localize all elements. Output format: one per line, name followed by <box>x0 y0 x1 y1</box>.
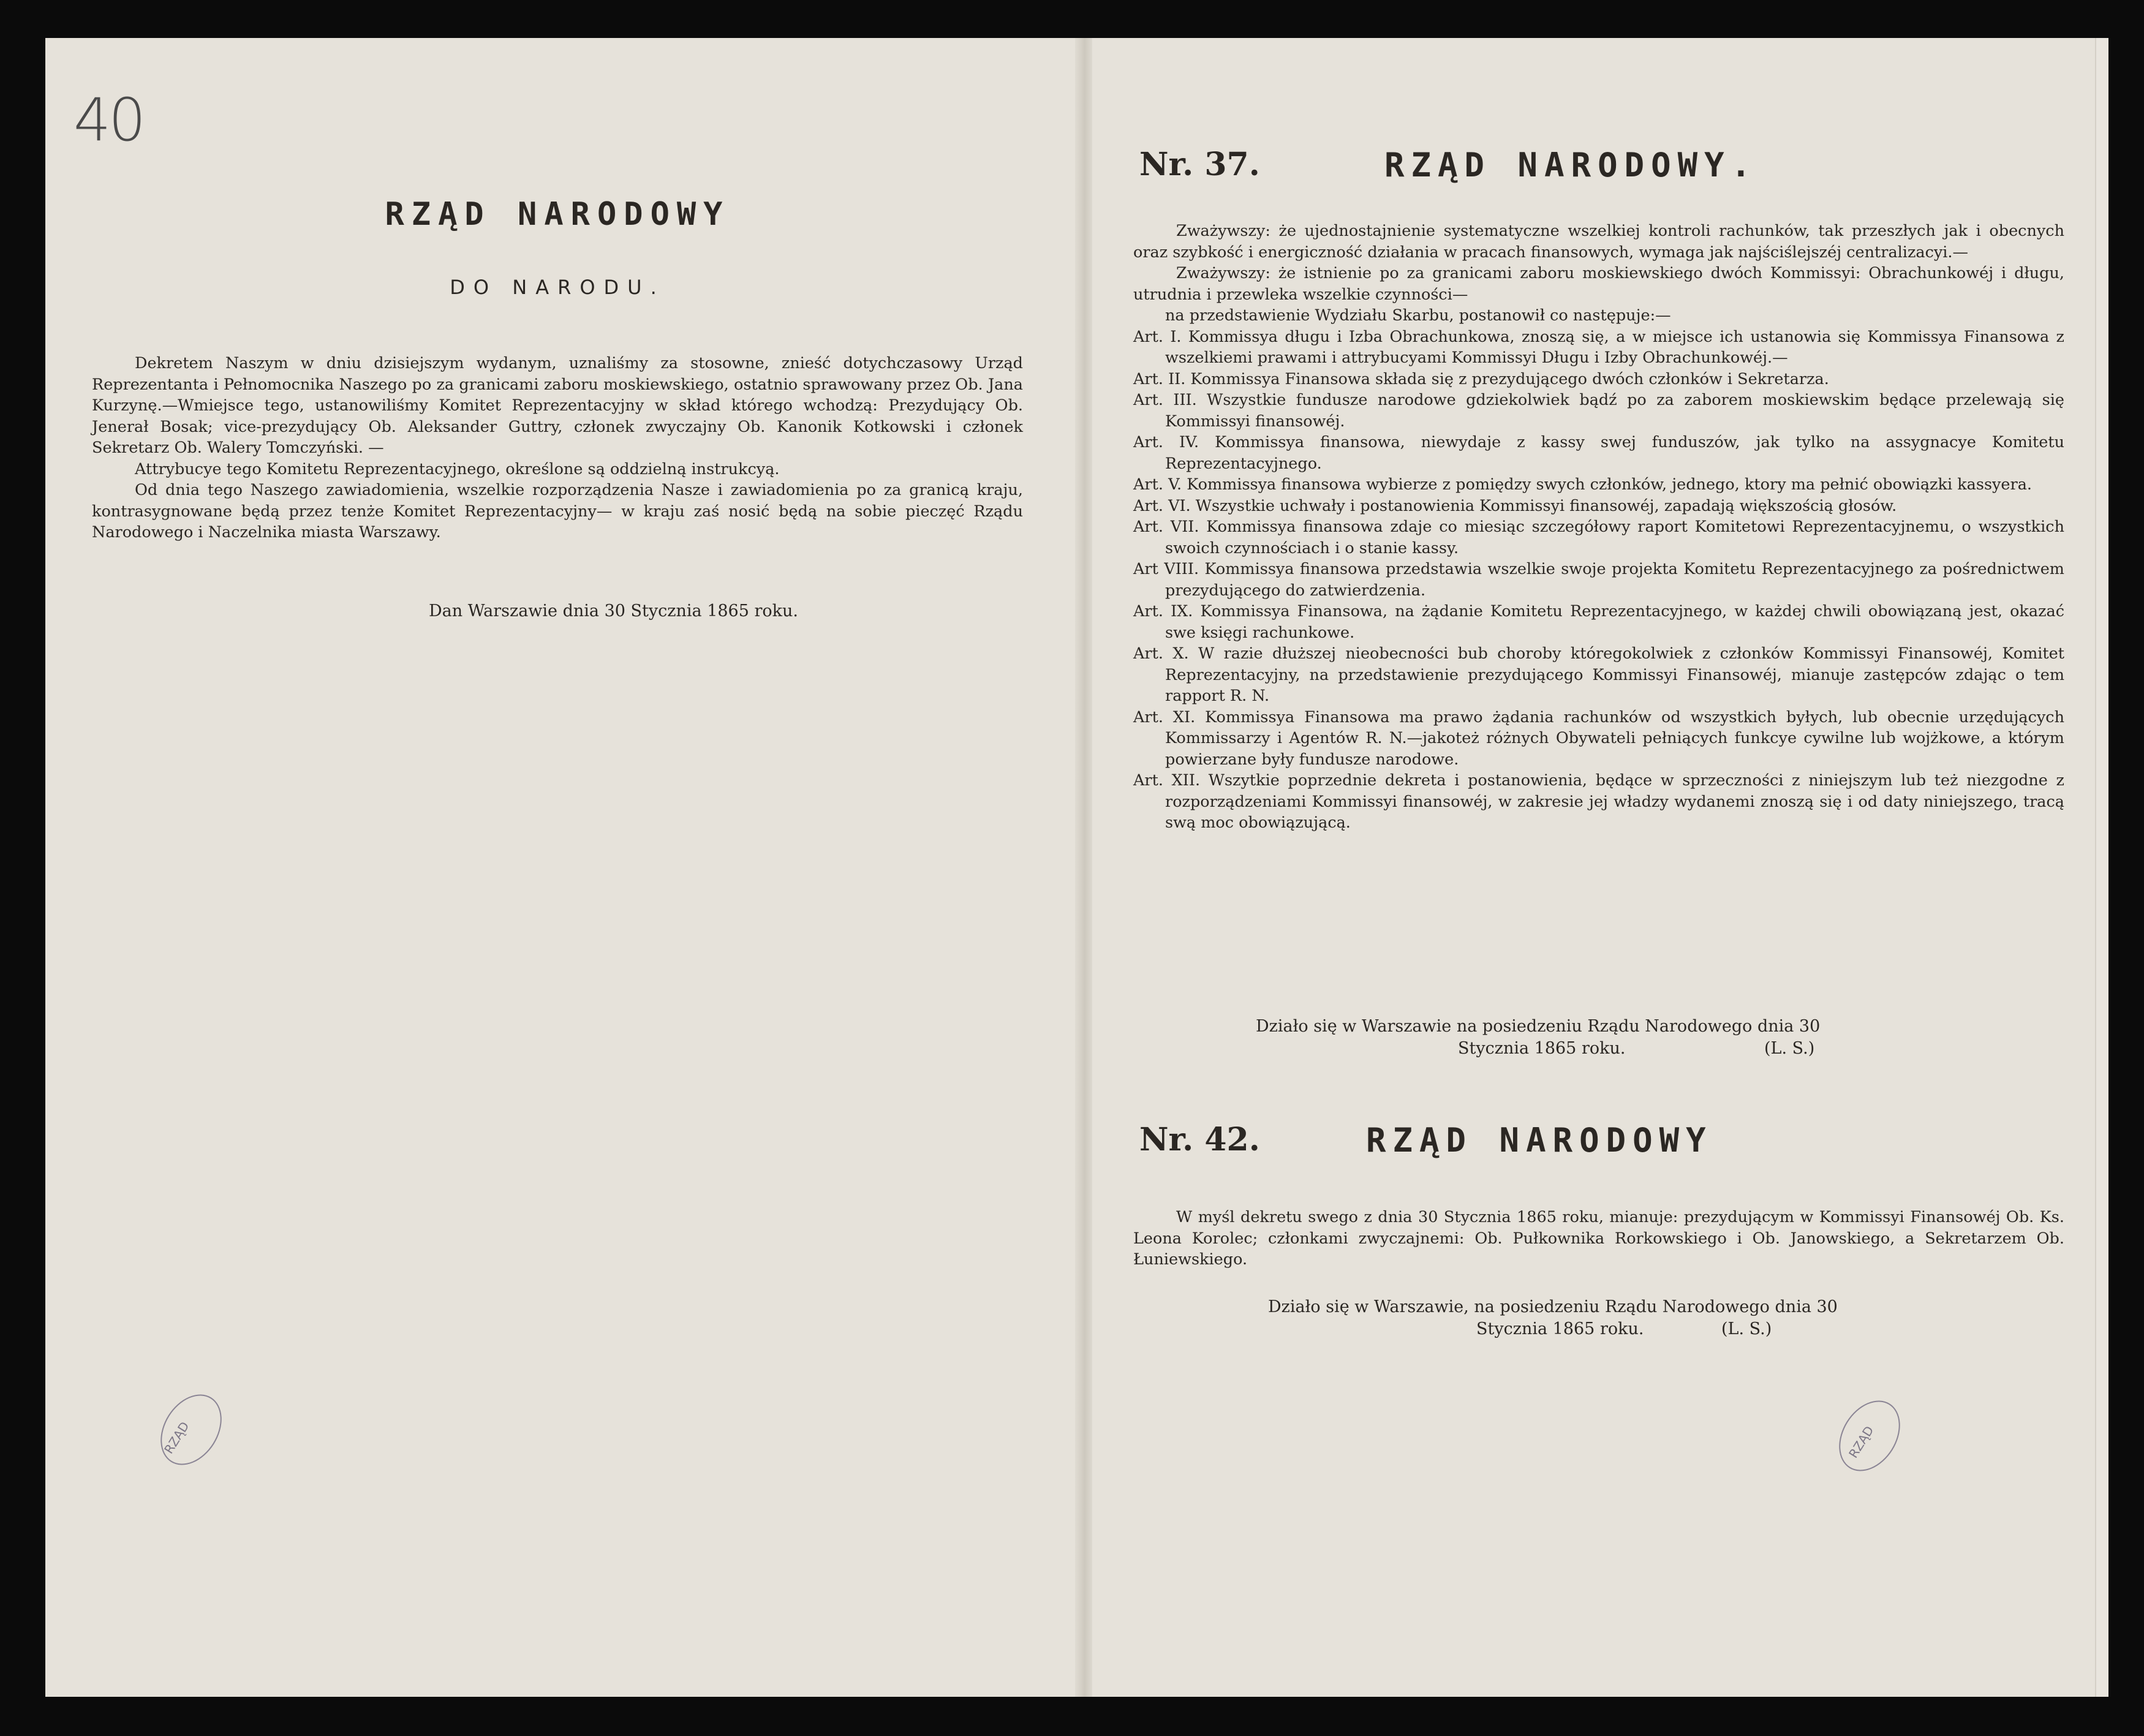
signature-line: Działo się w Warszawie na posiedzeniu Rządu Narodowego dnia 30 <box>1256 1017 1821 1036</box>
article: Art. XI. Kommissya Finansowa ma prawo żądania rachunków od wszystkich byłych, lub obecnie urzędujących Kommissarzy i Agentów R. N.—jakoteż różnych Obywateli pełniących funkcye cywilne lub wojżkowe, a którym powierzane były fundusze narodowe. <box>1133 708 2064 769</box>
decree-number: Nr. 42. <box>1139 1121 1260 1158</box>
ink-stamp <box>148 1383 234 1476</box>
article: Art. IV. Kommissya finansowa, niewydaje z kassy swej funduszów, jak tylko na assygnacye Komitetu Reprezentacyjnego. <box>1133 433 2064 473</box>
article: Art. I. Kommissya długu i Izba Obrachunkowa, znoszą się, a w miejsce ich ustanowia się Kommissya Finansowa z wszelkiemi prawami i attrybucyami Kommissyi Długu i Izby Obrachunkowéj.— <box>1133 327 2064 367</box>
dated-line: Dan Warszawie dnia 30 Stycznia 1865 roku. <box>429 602 798 621</box>
decree-37-body <box>1133 221 2064 834</box>
center-fold <box>1075 38 1092 1697</box>
decree-title: RZĄD NARODOWY <box>1366 1121 1713 1160</box>
decree-42-header <box>1133 1121 2064 1176</box>
right-page <box>1133 74 2064 1642</box>
article: Art. II. Kommissya Finansowa składa się z prezydującego dwóch członków i Sekretarza. <box>1133 369 1829 388</box>
paragraph: W myśl dekretu swego z dnia 30 Stycznia 1865 roku, mianuje: prezydującym w Kommissyi Finansowéj Ob. Ks. Leona Korolec; członkami zwyczajnemi: Ob. Pułkownika Rorkowskiego i Ob. Janowskiego, a Sekretarzem Ob. Łuniewskiego. <box>1133 1208 2064 1269</box>
stamp-text: RZĄD <box>1846 1423 1877 1461</box>
proclamation-body <box>92 353 1023 543</box>
stamp-text: RZĄD <box>161 1419 192 1457</box>
paragraph: Od dnia tego Naszego zawiadomienia, wszelkie rozporządzenia Nasze i zawiadomienia po za granicą kraju, kontrasygnowane będą przez tenże Komitet Reprezentacyjny— w kraju zaś nosić będą na sobie pieczęć Rządu Narodowego i Naczelnika miasta Warszawy. <box>92 481 1023 542</box>
article: Art. XII. Wszytkie poprzednie dekreta i postanowienia, będące w sprzeczności z niniejszym lub też niezgodne z rozporządzeniami Kommissyi finansowéj, w zakresie jej władzy wydanemi znoszą się i od daty niniejszego, tracą swą moc obowiązującą. <box>1133 771 2064 832</box>
decree-number: Nr. 37. <box>1139 146 1260 183</box>
article: Art. X. W razie dłuższej nieobecności bub choroby któregokolwiek z członków Kommissyi Finansowéj, Komitet Reprezentacyjny, na przedstawienie prezydującego Kommissyi Finansowéj, mianuje zastępców zdając o tem rapport R. N. <box>1133 644 2064 705</box>
sheet-edge <box>2095 38 2108 1697</box>
seal-mark: (L. S.) <box>1764 1039 1815 1058</box>
article: Art. V. Kommissya finansowa wybierze z pomiędzy swych członków, jednego, ktory ma pełnić obowiązki kassyera. <box>1133 475 2033 494</box>
handwritten-page-number: 40 <box>74 86 144 154</box>
left-page <box>74 74 1023 1642</box>
paragraph: Attrybucye tego Komitetu Reprezentacyjnego, określone są oddzielną instrukcyą. <box>135 459 780 478</box>
article: Art. VI. Wszystkie uchwały i postanowienia Kommissyi finansowéj, zapadają większością głosów. <box>1133 496 1897 515</box>
page-subtitle: DO NARODU. <box>450 276 665 299</box>
page-title: RZĄD NARODOWY <box>385 196 730 233</box>
signature-date: Stycznia 1865 roku. <box>1458 1039 1626 1058</box>
intro-line: na przedstawienie Wydziału Skarbu, postanowił co następuje:— <box>1165 306 1671 325</box>
signature-date: Stycznia 1865 roku. <box>1476 1319 1644 1338</box>
article: Art VIII. Kommissya finansowa przedstawia wszelkie swoje projekta Komitetu Reprezentacyjnego za pośrednictwem prezydującego do zatwierdzenia. <box>1133 560 2064 600</box>
decree-37-header <box>1133 146 2064 201</box>
decree-title: RZĄD NARODOWY. <box>1384 146 1758 184</box>
preamble-paragraph: Zważywszy: że istnienie po za granicami zaboru moskiewskiego dwóch Kommissyi: Obrachunkowéj i długu, utrudnia i przewleka wszelkie czynności— <box>1133 264 2064 304</box>
decree-42-body <box>1133 1207 2064 1270</box>
seal-mark: (L. S.) <box>1721 1319 1772 1338</box>
article: Art. IX. Kommissya Finansowa, na żądanie Komitetu Reprezentacyjnego, w każdej chwili obowiązaną jest, okazać swe księgi rachunkowe. <box>1133 602 2064 642</box>
article: Art. VII. Kommissya finansowa zdaje co miesiąc szczegółowy raport Komitetowi Reprezentacyjnemu, o wszystkich swoich czynnościach i o stanie kassy. <box>1133 518 2064 557</box>
article: Art. III. Wszystkie fundusze narodowe gdziekolwiek bądź po za zaborem moskiewskim będące przelewają się Kommissyi finansowéj. <box>1133 391 2064 431</box>
paragraph: Dekretem Naszym w dniu dzisiejszym wydanym, uznaliśmy za stosowne, znieść dotychczasowy Urząd Reprezentanta i Pełnomocnika Naszego po za granicami zaboru moskiewskiego, ostatnio sprawowany przez Ob. Jana Kurzynę.—Wmiejsce tego, ustanowiliśmy Komitet Reprezentacyjny w skład którego wchodzą: Prezydujący Ob. Jenerał Bosak; vice-prezydujący Ob. Aleksander Guttry, członek zwyczajny Ob. Kanonik Kotkowski i członek Sekretarz Ob. Walery Tomczyński. — <box>92 354 1023 457</box>
preamble-paragraph: Zważywszy: że ujednostajnienie systematyczne wszelkiej kontroli rachunków, tak przeszłych jak i obecnych oraz szybkość i energiczność działania w pracach finansowych, wymaga jak najściślejszéj centralizacyi.— <box>1133 222 2064 262</box>
signature-line: Działo się w Warszawie, na posiedzeniu Rządu Narodowego dnia 30 <box>1268 1297 1838 1316</box>
